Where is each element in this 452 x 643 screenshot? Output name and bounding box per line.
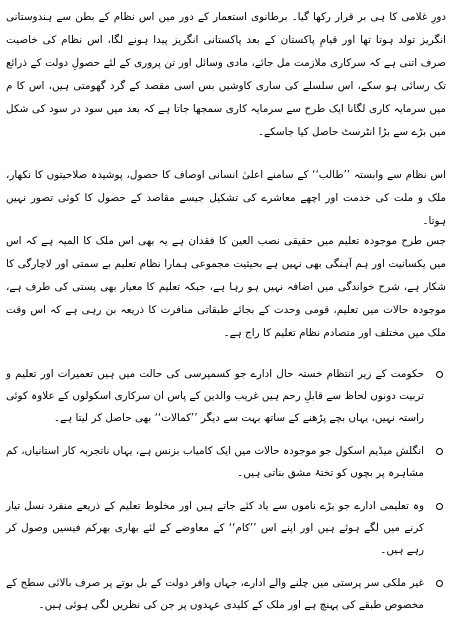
circle-bullet-icon	[436, 503, 443, 510]
list-item	[6, 495, 446, 561]
paragraph-2: اس نظام سے وابستہ ’’طالب‘‘ کے سامنے اعلیٰ انسانی اوصاف کا حصول، پوشیدہ صلاحیتوں کا نکھار، ملک و ملت کی خدمت اور اچھے معاشرے کی تشکیل جیسے مقاصد کے حصول کا کوئی تصور نہیں ہوتا۔	[6, 169, 446, 227]
circle-bullet-icon	[436, 371, 443, 378]
list-item	[6, 363, 446, 429]
list-item-text: وہ تعلیمی ادارے جو بڑے ناموں سے یاد کئے جاتے ہیں اور مخلوط تعلیم کے ذریعے منفرد نسل تیار کرنے میں لگے ہوئے ہیں اور اپنے اس ’’کام‘‘ کے معاوضے کے لئے بھاری بھرکم فیسیں وصول کر رہے ہیں۔	[6, 500, 424, 556]
list-item-text: انگلش میڈیم اسکول جو موجودہ حالات میں ایک کامیاب بزنس ہے، یہاں ناتجربہ کار استانیاں، کم مشاہرہ پر بچوں کو تختۂ مشق بناتی ہیں۔	[6, 445, 424, 479]
list-item	[6, 572, 446, 616]
paragraph-1: دورِ غلامی کا ہی بر قرار رکھا گیا۔ برطانوی استعمار کے دور میں اس نظام کے بطن سے ہندوستانی انگریز تولد ہوتا تھا اور قیامِ پاکستان کے بعد پاکستانی انگریز پیدا ہونے لگا، اس نظام کی خاصیت صرف اتنی ہے کہ سرکاری ملازمت مل جائے، مادی وسائل اور تن پروری کے لئے حصولِ دولت کے ذرائع تک رسائی ہو سکے، اس سلسلے کی ساری کاوشیں بس اسی مقصد کے گرد گھومتی ہیں، اس کا م میں سرمایہ کاری لگانا ایک طرح سے سرمایہ کاری سمجھا جاتا ہے کہ بعد میں سود در سود کی شکل میں بڑے سے بڑا انٹرسٹ حاصل کیا جاسکے۔	[6, 11, 446, 138]
circle-bullet-icon	[436, 580, 443, 587]
bullet-list	[6, 363, 446, 616]
list-item	[6, 440, 446, 484]
list-item-text: غیر ملکی سر پرستی میں چلنے والے ادارے، جہاں وافر دولت کے بل بوتے پر صرف بالائی سطح کے مخصوص طبقے کی پہنچ ہے اور ملک کے کلیدی عہدوں پر جن کی نظریں لگی ہوئی ہیں۔	[6, 577, 424, 611]
paragraph-3: جس طرح موجودہ تعلیم میں حقیقی نصب العین کا فقدان ہے یہ بھی اس ملک کا المیہ ہے کہ اس میں یکسانیت اور ہم آہنگی بھی نہیں ہے بحیثیت مجموعی ہمارا نظام تعلیم بے سمتی اور لاچارگی کا شکار ہے، شرح خواندگی میں اضافہ نہیں ہو رہا ہے، جبکہ تعلیم کا معیار بھی پستی کی طرف ہے، موجودہ حالات میں تعلیم، قومی وحدت کے بجائے طبقاتی منافرت کا ذریعہ بن رہی ہے کہ اس وقت ملک میں مختلف اور متصادم نظام تعلیم کا راج ہے۔	[6, 235, 446, 339]
list-item-text: حکومت کے زیر انتظام خستہ حال ادارے جو کسمپرسی کی حالت میں ہیں تعمیرات اور تعلیم و تربیت دونوں لحاظ سے قابلِ رحم ہیں غریب والدین کے پاس ان سرکاری اسکولوں کے علاوہ کوئی راستہ نہیں، یہاں بچے پڑھنے کے ساتھ بہت سے دیگر ’’کمالات‘‘ بھی حاصل کر لیتا ہے۔	[6, 368, 424, 424]
circle-bullet-icon	[436, 448, 443, 455]
